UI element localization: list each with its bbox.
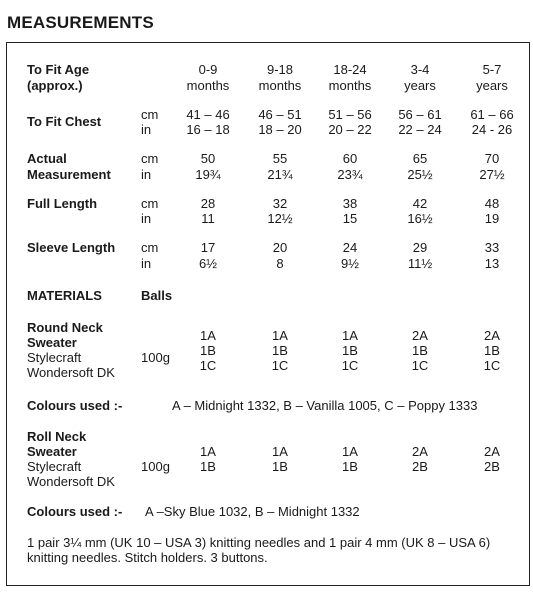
- table-cell: 2B: [484, 459, 500, 474]
- table-cell: 1B: [342, 343, 358, 358]
- table-cell: 24: [342, 240, 358, 255]
- size-header-unit: months: [186, 78, 230, 93]
- unit-cm: cm: [141, 151, 159, 166]
- table-cell: 1C: [411, 358, 429, 373]
- table-cell: 28: [200, 196, 216, 211]
- table-cell: 48: [484, 196, 500, 211]
- table-cell: 12½: [267, 211, 293, 226]
- table-cell: 1B: [272, 343, 288, 358]
- ball-weight: 100g: [141, 459, 170, 474]
- table-cell: 70: [484, 151, 500, 166]
- round-neck-label-1: Round Neck: [27, 320, 103, 335]
- table-cell: 55: [272, 151, 288, 166]
- chest-label: To Fit Chest: [27, 114, 102, 129]
- colours-label: Colours used :-: [27, 504, 123, 519]
- table-cell: 51 – 56: [328, 107, 372, 122]
- table-cell: 1C: [271, 358, 289, 373]
- table-cell: 1B: [200, 343, 216, 358]
- table-cell: 23¾: [337, 167, 363, 182]
- table-cell: 13: [484, 256, 500, 271]
- table-cell: 2A: [412, 328, 428, 343]
- table-cell: 20 – 22: [328, 122, 372, 137]
- table-cell: 56 – 61: [398, 107, 442, 122]
- table-cell: 17: [200, 240, 216, 255]
- size-header: 9-18: [266, 62, 294, 77]
- table-cell: 6½: [198, 256, 218, 271]
- balls-heading: Balls: [141, 288, 173, 303]
- ball-weight: 100g: [141, 350, 170, 365]
- table-cell: 1C: [483, 358, 501, 373]
- table-cell: 15: [342, 211, 358, 226]
- yarn-name: Wondersoft DK: [27, 365, 115, 380]
- table-cell: 46 – 51: [258, 107, 302, 122]
- yarn-brand: Stylecraft: [27, 350, 82, 365]
- table-cell: 11½: [407, 256, 433, 271]
- table-cell: 19: [484, 211, 500, 226]
- table-cell: 9½: [340, 256, 360, 271]
- sleeve-label: Sleeve Length: [27, 240, 116, 255]
- table-cell: 24 - 26: [471, 122, 513, 137]
- table-cell: 1A: [342, 444, 358, 459]
- table-cell: 1A: [272, 328, 288, 343]
- size-header: 5-7: [482, 62, 502, 77]
- table-cell: 2A: [484, 444, 500, 459]
- colours-label: Colours used :-: [27, 398, 123, 413]
- age-label-2: (approx.): [27, 78, 83, 93]
- size-header: 3-4: [410, 62, 430, 77]
- table-cell: 1B: [272, 459, 288, 474]
- table-cell: 1B: [412, 343, 428, 358]
- size-header-unit: years: [476, 78, 508, 93]
- table-cell: 1B: [200, 459, 216, 474]
- length-label: Full Length: [27, 196, 98, 211]
- age-label-1: To Fit Age: [27, 62, 90, 77]
- table-cell: 38: [342, 196, 358, 211]
- table-cell: 1B: [342, 459, 358, 474]
- size-header: 0-9: [198, 62, 218, 77]
- unit-in: in: [141, 256, 152, 271]
- table-cell: 60: [342, 151, 358, 166]
- roll-neck-label-1: Roll Neck: [27, 429, 87, 444]
- table-cell: 1A: [200, 328, 216, 343]
- table-cell: 33: [484, 240, 500, 255]
- table-cell: 41 – 46: [186, 107, 230, 122]
- size-header-unit: months: [328, 78, 372, 93]
- table-cell: 22 – 24: [398, 122, 442, 137]
- unit-cm: cm: [141, 240, 159, 255]
- table-cell: 1A: [342, 328, 358, 343]
- unit-in: in: [141, 122, 152, 137]
- table-cell: 16 – 18: [186, 122, 230, 137]
- table-cell: 11: [201, 211, 215, 226]
- table-cell: 2A: [484, 328, 500, 343]
- actual-label-2: Measurement: [27, 167, 111, 182]
- colours-list: A –Sky Blue 1032, B – Midnight 1332: [145, 504, 360, 519]
- table-cell: 8: [276, 256, 284, 271]
- table-cell: 2B: [412, 459, 428, 474]
- round-neck-label-2: Sweater: [27, 335, 77, 350]
- table-cell: 1B: [484, 343, 500, 358]
- table-cell: 1C: [199, 358, 217, 373]
- table-cell: 29: [412, 240, 428, 255]
- table-cell: 1A: [272, 444, 288, 459]
- unit-in: in: [141, 167, 152, 182]
- table-cell: 32: [272, 196, 288, 211]
- page-title: MEASUREMENTS: [7, 13, 154, 32]
- measurements-table: [6, 42, 530, 586]
- table-cell: 21¾: [267, 167, 293, 182]
- table-cell: 2A: [412, 444, 428, 459]
- roll-neck-label-2: Sweater: [27, 444, 77, 459]
- colours-list: A – Midnight 1332, B – Vanilla 1005, C – Poppy 1333: [172, 398, 478, 413]
- unit-in: in: [141, 211, 152, 226]
- table-cell: 65: [412, 151, 428, 166]
- size-header-unit: years: [404, 78, 436, 93]
- yarn-name: Wondersoft DK: [27, 474, 115, 489]
- unit-cm: cm: [141, 196, 159, 211]
- table-cell: 25½: [407, 167, 433, 182]
- table-cell: 16½: [407, 211, 433, 226]
- table-cell: 1A: [200, 444, 216, 459]
- size-header: 18-24: [333, 62, 367, 77]
- table-cell: 18 – 20: [258, 122, 302, 137]
- unit-cm: cm: [141, 107, 159, 122]
- size-header-unit: months: [258, 78, 302, 93]
- table-cell: 20: [272, 240, 288, 255]
- yarn-brand: Stylecraft: [27, 459, 82, 474]
- table-cell: 61 – 66: [470, 107, 514, 122]
- table-cell: 50: [200, 151, 216, 166]
- needles-note: 1 pair 3¼ mm (UK 10 – USA 3) knitting needles and 1 pair 4 mm (UK 8 – USA 6) knitting needles. Stitch holders. 3 buttons.: [27, 535, 491, 565]
- table-cell: 42: [412, 196, 428, 211]
- table-cell: 1C: [341, 358, 359, 373]
- table-cell: 27½: [479, 167, 505, 182]
- materials-heading: MATERIALS: [27, 288, 102, 303]
- table-cell: 19¾: [195, 167, 221, 182]
- actual-label-1: Actual: [27, 151, 67, 166]
